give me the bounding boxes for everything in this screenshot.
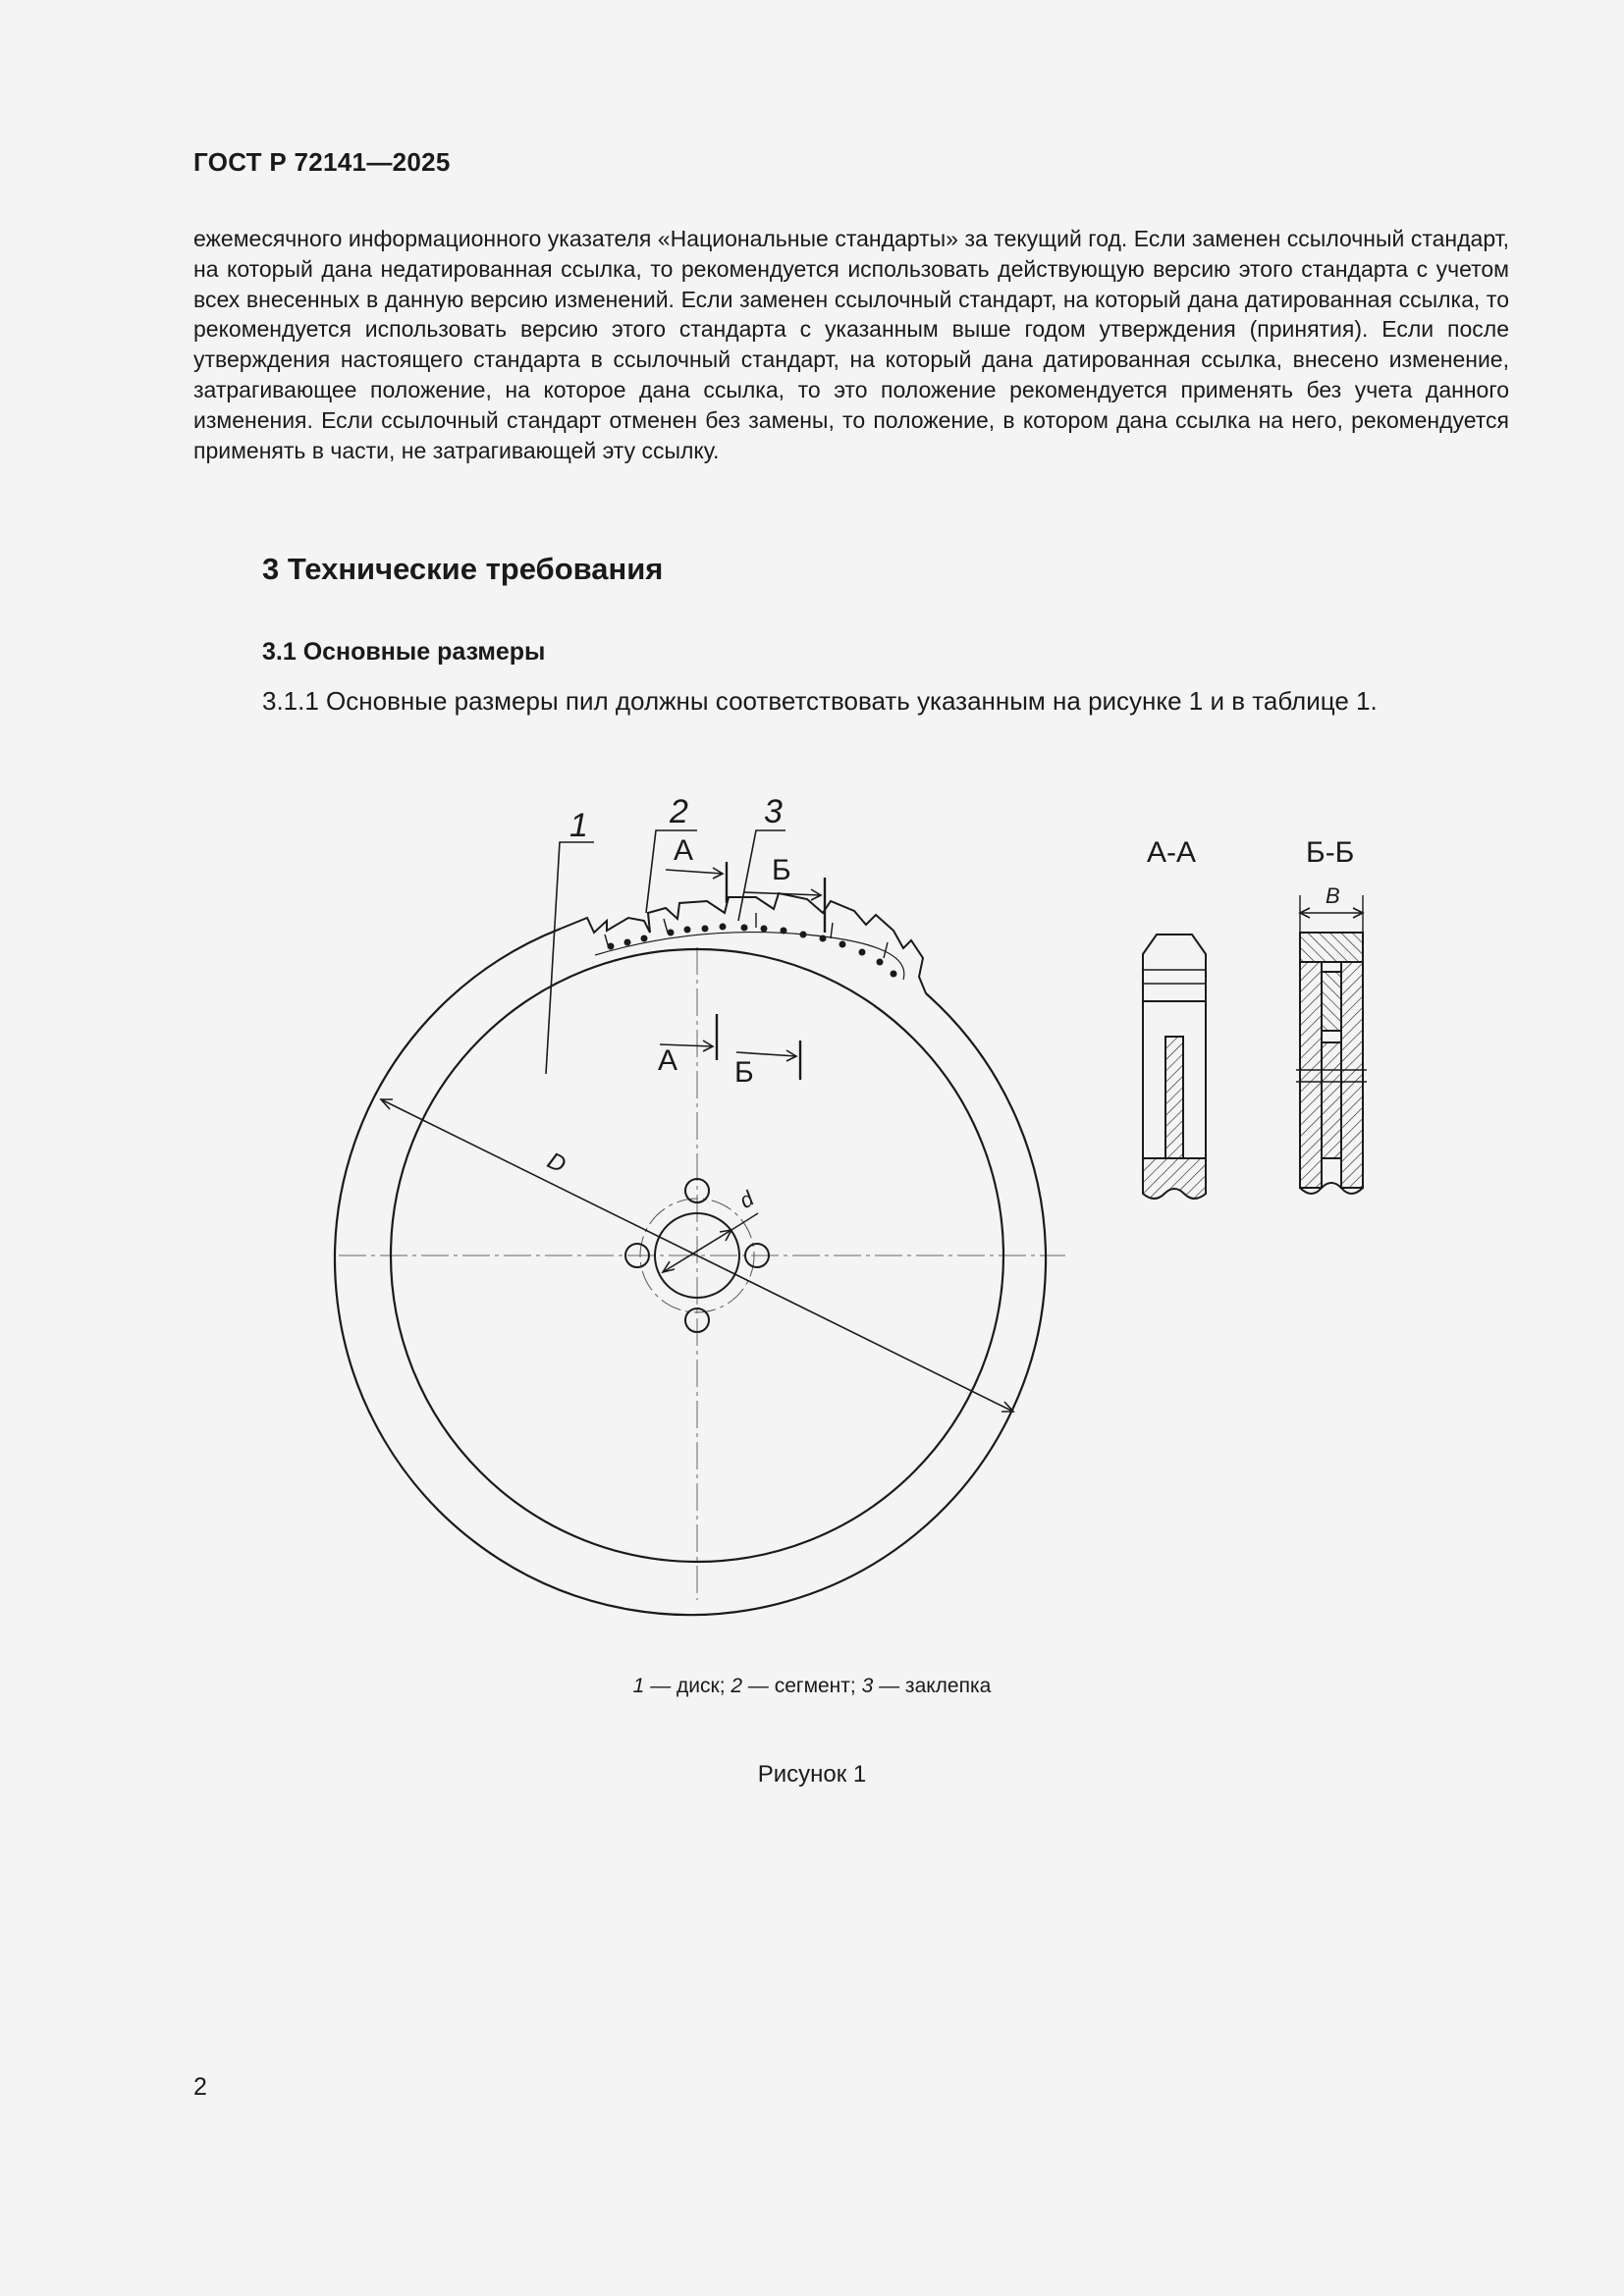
callout-3-label: 3 <box>764 793 783 830</box>
legend-num-1: 1 <box>632 1675 645 1697</box>
figure-legend <box>0 1675 1624 1698</box>
dim-B-label: B <box>1326 883 1340 908</box>
page-number: 2 <box>193 2073 207 2101</box>
view-aa <box>1143 934 1206 1199</box>
legend-num-3: 3 <box>861 1675 874 1697</box>
legend-text-3: — заклепка <box>873 1675 992 1697</box>
callout-2-label: 2 <box>670 793 688 830</box>
callout-leaders <box>546 830 785 1074</box>
dim-D-label: D <box>543 1147 570 1179</box>
section-b-top-label: Б <box>772 854 791 886</box>
section-b-bottom-label: Б <box>734 1056 754 1089</box>
legend-text-1: — диск; <box>644 1675 731 1697</box>
intro-paragraph: ежемесячного информационного указателя «Национальные стандарты» за текущий год. Если заменен ссылочный стандарт, на который дана недатированная ссылка, то рекомендуется использовать действующую версию этого стандарта с учетом всех внесенных в данную версию изменений. Если заменен ссылочный стандарт, на который дана датированная ссылка, то рекомендуется использовать версию этого стандарта с указанным выше годом утверждения (принятия). Если после утверждения настоящего стандарта в ссылочный стандарт, на который дана датированная ссылка, внесено изменение, затрагивающее положение, на которое дана ссылка, то это положение рекомендуется применять без учета данного изменения. Если ссылочный стандарт отменен без замены, то положение, в котором дана ссылка на него, рекомендуется применять в части, не затрагивающей эту ссылку. <box>193 226 1509 463</box>
callout-1-label: 1 <box>569 807 588 844</box>
legend-num-2: 2 <box>731 1675 743 1697</box>
segment <box>561 893 926 993</box>
figure-1 <box>295 775 1414 1625</box>
subsection-title: 3.1 Основные размеры <box>262 638 546 666</box>
document-header: ГОСТ Р 72141—2025 <box>193 147 451 177</box>
disc <box>335 929 1046 1615</box>
view-bb-title: Б-Б <box>1306 836 1355 869</box>
view-aa-title: А-А <box>1147 836 1197 869</box>
section-a-bottom-label: А <box>658 1044 678 1077</box>
legend-text-2: — сегмент; <box>742 1675 862 1697</box>
section-a-top-label: А <box>674 834 694 867</box>
view-bb <box>1296 895 1367 1194</box>
figure-caption: Рисунок 1 <box>757 1761 867 1788</box>
dim-d-label: d <box>734 1186 758 1213</box>
centerlines <box>339 947 1065 1600</box>
saw-drawing <box>295 775 1414 1620</box>
section-title: 3 Технические требования <box>262 552 664 586</box>
clause-3-1-1: 3.1.1 Основные размеры пил должны соответствовать указанным на рисунке 1 и в таблице 1. <box>262 686 1378 716</box>
